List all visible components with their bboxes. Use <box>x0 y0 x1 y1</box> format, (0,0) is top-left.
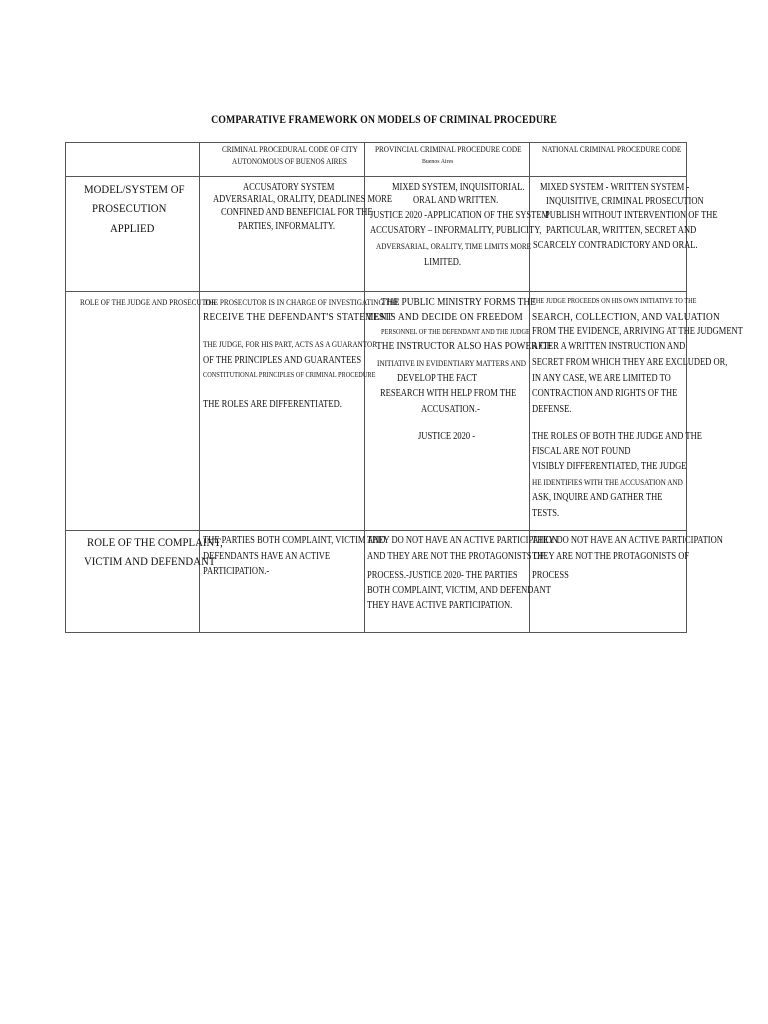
row3-col2-line4: BOTH COMPLAINT, VICTIM, AND DEFENDANT <box>367 585 551 596</box>
row1-col1-line3: CONFINED AND BENEFICIAL FOR THE <box>221 207 373 218</box>
row2-col3-m: ASK, INQUIRE AND GATHER THE <box>532 492 663 503</box>
row3-label-line2: VICTIM AND DEFENDANT <box>84 554 216 568</box>
row2-col2-f: DEVELOP THE FACT <box>397 373 478 384</box>
row1-col1-line1: ACCUSATORY SYSTEM <box>243 182 335 193</box>
row2-col3-d: AFTER A WRITTEN INSTRUCTION AND <box>532 341 686 352</box>
row2-col2-h: ACCUSATION.- <box>421 404 480 415</box>
row3-label-line1: ROLE OF THE COMPLAINT, <box>87 535 223 549</box>
row2-col1-f: THE ROLES ARE DIFFERENTIATED. <box>203 399 342 410</box>
row1-col2-line5: ADVERSARIAL, ORALITY, TIME LIMITS MORE <box>376 241 532 251</box>
table-border-left <box>65 142 66 633</box>
header-col2-line2: Buenos Aires <box>422 158 454 165</box>
row1-col2-line3: JUSTICE 2020 -APPLICATION OF THE SYSTEM <box>370 210 550 221</box>
row2-col3-l: HE IDENTIFIES WITH THE ACCUSATION AND <box>532 477 683 487</box>
row2-col3-k: VISIBLY DIFFERENTIATED, THE JUDGE <box>532 461 687 472</box>
table-border-top <box>65 142 687 143</box>
header-col1-line2: AUTONOMOUS OF BUENOS AIRES <box>232 157 347 166</box>
row2-col3-e: SECRET FROM WHICH THEY ARE EXCLUDED OR, <box>532 357 728 368</box>
row3-col2-line1: THEY DO NOT HAVE AN ACTIVE PARTICIPATION <box>367 535 558 546</box>
row2-col3-c: FROM THE EVIDENCE, ARRIVING AT THE JUDGMENT <box>532 326 743 337</box>
row2-col3-f: IN ANY CASE, WE ARE LIMITED TO <box>532 373 671 384</box>
row1-label-line3: APPLIED <box>110 221 155 235</box>
row1-col3-line4: PARTICULAR, WRITTEN, SECRET AND <box>546 225 697 236</box>
row2-label: ROLE OF THE JUDGE AND PROSECUTOR <box>80 297 217 307</box>
row1-label-line1: MODEL/SYSTEM OF <box>84 182 185 196</box>
row1-col3-line3: PUBLISH WITHOUT INTERVENTION OF THE <box>545 210 718 221</box>
table-border-bottom <box>65 632 687 633</box>
row2-col2-g: RESEARCH WITH HELP FROM THE <box>380 388 517 399</box>
row2-col3-n: TESTS. <box>532 508 560 519</box>
row1-col1-line2: ADVERSARIAL, ORALITY, DEADLINES MORE <box>213 194 393 205</box>
row2-col3-i: THE ROLES OF BOTH THE JUDGE AND THE <box>532 431 702 442</box>
row2-col2-d: THE INSTRUCTOR ALSO HAS POWER OF <box>376 340 552 352</box>
row2-col3-a: THE JUDGE PROCEEDS ON HIS OWN INITIATIVE TO THE <box>532 297 697 305</box>
row2-col2-i: JUSTICE 2020 - <box>418 431 476 442</box>
row3-col3-line2: THEY ARE NOT THE PROTAGONISTS OF <box>532 551 690 562</box>
header-col1-line1: CRIMINAL PROCEDURAL CODE OF CITY <box>222 145 358 154</box>
row1-col3-line5: SCARCELY CONTRADICTORY AND ORAL. <box>533 240 698 251</box>
row1-col1-line4: PARTIES, INFORMALITY. <box>238 221 336 232</box>
header-col3-line1: NATIONAL CRIMINAL PROCEDURE CODE <box>542 145 682 154</box>
table-border-row1 <box>65 176 687 177</box>
row2-col2-e: INITIATIVE IN EVIDENTIARY MATTERS AND <box>377 358 527 368</box>
row3-col1-line1: THE PARTIES BOTH COMPLAINT, VICTIM AND <box>203 535 386 546</box>
row1-col3-line2: INQUISITIVE, CRIMINAL PROSECUTION <box>546 196 704 207</box>
row2-col3-b: SEARCH, COLLECTION, AND VALUATION <box>532 311 721 323</box>
row2-col1-b: RECEIVE THE DEFENDANT'S STATEMENT <box>203 311 393 323</box>
row2-col1-e: CONSTITUTIONAL PRINCIPLES OF CRIMINAL PROCEDURE <box>203 371 376 379</box>
row2-col3-j: FISCAL ARE NOT FOUND <box>532 446 631 457</box>
row1-col2-line1: MIXED SYSTEM, INQUISITORIAL. <box>392 182 525 193</box>
row3-col1-line3: PARTICIPATION.- <box>203 566 270 577</box>
row2-col1-c: THE JUDGE, FOR HIS PART, ACTS AS A GUARANTOR <box>203 339 378 349</box>
document-title: COMPARATIVE FRAMEWORK ON MODELS OF CRIMINAL PROCEDURE <box>211 112 557 126</box>
row3-col3-line1: THEY DO NOT HAVE AN ACTIVE PARTICIPATION <box>532 535 723 546</box>
row3-col3-line3: PROCESS <box>532 570 569 581</box>
row2-col1-a: THE PROSECUTOR IS IN CHARGE OF INVESTIGATING THE <box>204 297 400 307</box>
table-border-row2 <box>65 291 687 292</box>
row2-col1-d: OF THE PRINCIPLES AND GUARANTEES <box>203 355 362 366</box>
row3-col2-line3: PROCESS.-JUSTICE 2020- THE PARTIES <box>367 570 518 581</box>
row2-col3-g: CONTRACTION AND RIGHTS OF THE <box>532 388 678 399</box>
row1-col2-line2: ORAL AND WRITTEN. <box>413 195 499 206</box>
row3-col2-line2: AND THEY ARE NOT THE PROTAGONISTS OF <box>367 551 545 562</box>
row3-col1-line2: DEFENDANTS HAVE AN ACTIVE <box>203 551 331 562</box>
row3-col2-line5: THEY HAVE ACTIVE PARTICIPATION. <box>367 600 513 611</box>
row2-col2-c: PERSONNEL OF THE DEFENDANT AND THE JUDGE <box>381 328 530 336</box>
row2-col3-h: DEFENSE. <box>532 404 572 415</box>
row2-col2-b: TESTS AND DECIDE ON FREEDOM <box>367 311 523 323</box>
table-border-row3 <box>65 530 687 531</box>
row1-col3-line1: MIXED SYSTEM - WRITTEN SYSTEM - <box>540 182 690 193</box>
row1-label-line2: PROSECUTION <box>92 201 167 215</box>
header-col2-line1: PROVINCIAL CRIMINAL PROCEDURE CODE <box>375 145 522 154</box>
row1-col2-line6: LIMITED. <box>424 257 462 268</box>
row2-col2-a: THE PUBLIC MINISTRY FORMS THE <box>381 296 536 308</box>
row1-col2-line4: ACCUSATORY – INFORMALITY, PUBLICITY, <box>370 225 542 236</box>
